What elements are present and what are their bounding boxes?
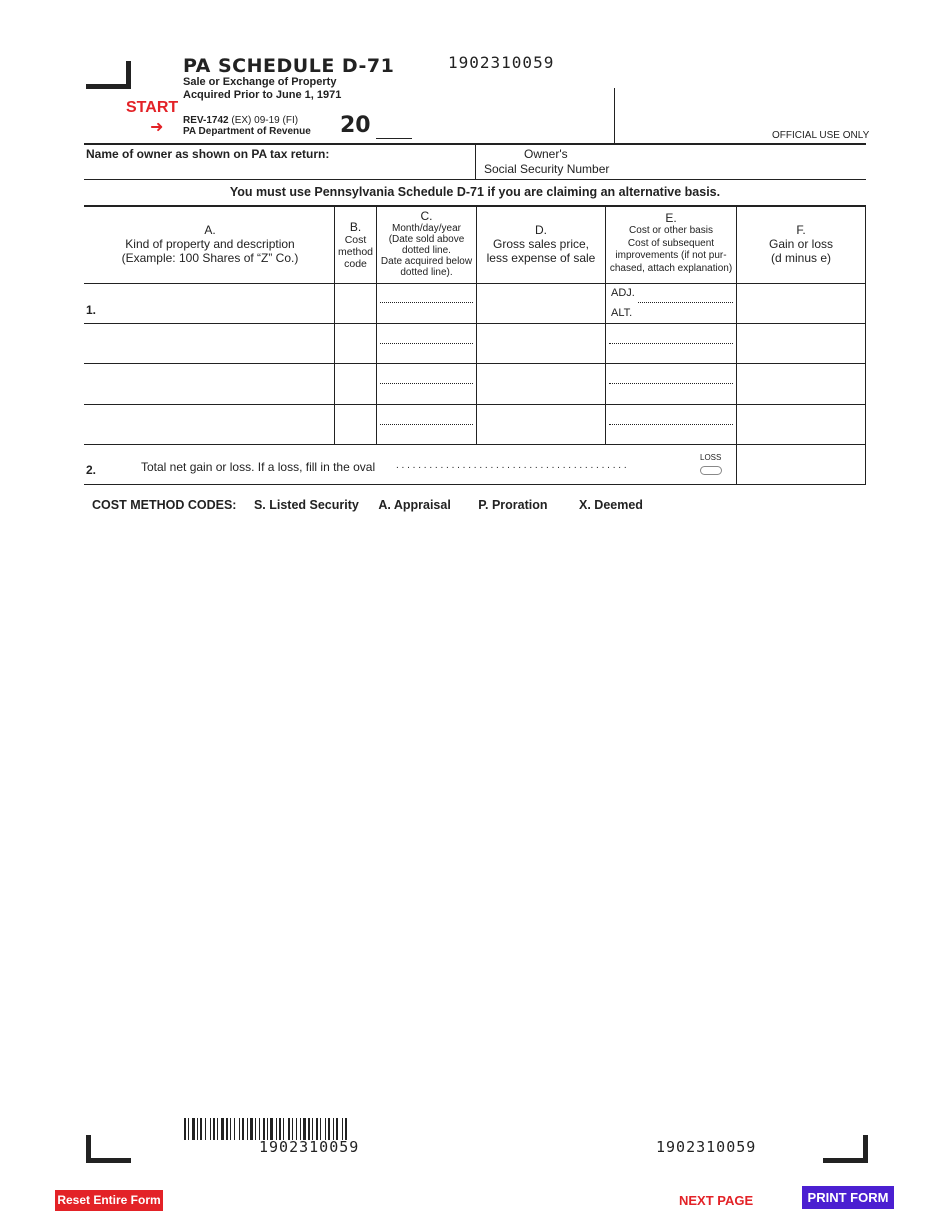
loss-label: LOSS [700,453,722,462]
ssn-input[interactable] [620,160,864,178]
line-1-number: 1. [86,303,97,317]
row-1-bottom-rule [84,323,866,324]
row-2-date-divider [380,343,473,344]
cost-code-a: A. Appraisal [378,498,451,512]
ssn-label-line-1: Owner's [524,147,568,161]
barcode-bar [210,1118,211,1140]
start-arrow-icon: ➜ [150,117,164,136]
barcode-bar [328,1118,330,1140]
column-e-line-4: chased, attach explanation) [609,262,733,274]
row-4-bottom-rule [84,444,866,445]
cost-code-p: P. Proration [478,498,548,512]
column-c-line-4: Date acquired below [380,256,473,267]
column-f-letter: F. [796,223,806,237]
row-3-description-input[interactable] [88,370,334,400]
total-gain-loss-input[interactable] [740,450,866,480]
row-4-date-divider [380,424,473,425]
registration-mark-bottom-left [86,1158,131,1163]
row-1-gain-loss-input[interactable] [740,290,866,320]
barcode-bar [234,1118,235,1140]
column-e-line-1: Cost or other basis [629,225,713,236]
barcode-graphic [184,1118,448,1140]
column-d-letter: D. [535,223,547,237]
registration-mark-bottom-left-v [86,1135,91,1163]
barcode-bar [226,1118,228,1140]
barcode-bar [270,1118,273,1140]
column-a-header [86,223,334,265]
barcode-bar [345,1118,347,1140]
barcode-bar [213,1118,215,1140]
barcode-bar [279,1118,281,1140]
row-4-cost-method-input[interactable] [337,411,377,441]
column-e-line-3: improvements (if not pur- [615,250,727,261]
barcode-bar [333,1118,334,1140]
row-2-cost-method-input[interactable] [337,330,377,360]
start-label: START [126,99,179,116]
form-number-bold: REV-1742 [183,115,229,126]
department-name: PA Department of Revenue [183,126,311,137]
alternative-basis-notice: You must use Pennsylvania Schedule D-71 if you are claiming an alternative basis. [229,185,721,199]
tax-year-input[interactable] [376,120,412,139]
column-e-letter: E. [665,211,677,225]
barcode-bar [200,1118,202,1140]
owner-row-divider [475,144,476,180]
form-subtitle [183,76,341,102]
loss-oval[interactable] [700,466,722,475]
barcode-bar [296,1118,297,1140]
barcode-bar [303,1118,306,1140]
scan-number-top: 1902310059 [448,53,555,72]
official-use-label: OFFICIAL USE ONLY [772,130,870,141]
row-4-description-input[interactable] [88,411,334,441]
tax-year [340,113,371,138]
column-a-line-1: Kind of property and description [125,237,295,251]
subtitle-line-2: Acquired Prior to June 1, 1971 [183,89,342,101]
column-f-header [737,223,865,265]
barcode-bar [221,1118,224,1140]
ssn-label-line-2: Social Security Number [484,162,610,176]
barcode-bar [300,1118,301,1140]
barcode-bar [263,1118,265,1140]
form-number-rest: (EX) 09-19 (FI) [231,115,299,126]
column-b-letter: B. [349,220,362,234]
barcode-bar [325,1118,326,1140]
barcode-bar [312,1118,313,1140]
column-c-line-2: (Date sold above [388,234,465,245]
row-1-description-input[interactable] [100,290,334,320]
column-c-line-5: dotted line). [400,267,453,278]
row-2-description-input[interactable] [88,330,334,360]
row-3-date-divider [380,383,473,384]
column-e-header [606,212,736,275]
barcode-bar [308,1118,310,1140]
barcode-bar [267,1118,268,1140]
row-3-gross-sales-input[interactable] [480,370,606,400]
column-f-line-1: Gain or loss [768,237,834,251]
registration-mark-top-left [86,84,131,89]
barcode-bar [255,1118,256,1140]
barcode-bar [184,1118,186,1140]
subtitle-line-1: Sale or Exchange of Property [183,76,337,88]
cost-codes-label: COST METHOD CODES: [92,498,237,512]
row-1-gross-sales-input[interactable] [480,290,606,320]
column-b-line-1: Cost [344,234,367,246]
total-leader-dots: . . . . . . . . . . . . . . . . . . . . . . . . . . . . . . . . . . . . . . . . . . [396,460,627,471]
barcode-bar [192,1118,195,1140]
barcode-bar [336,1118,338,1140]
column-d-line-2: less expense of sale [486,251,596,265]
barcode-bar [242,1118,244,1140]
row-3-basis-divider [609,383,733,384]
row-3-gain-loss-input[interactable] [740,370,866,400]
column-a-line-2: (Example: 100 Shares of “Z” Co.) [121,251,299,265]
row-1-cost-method-input[interactable] [337,290,377,320]
barcode-bar [239,1118,240,1140]
next-page-link[interactable]: NEXT PAGE [679,1193,754,1208]
owner-name-label: Name of owner as shown on PA tax return: [86,147,330,161]
column-c-line-3: dotted line. [402,245,451,256]
barcode-bar [276,1118,277,1140]
alt-label: ALT. [611,307,633,319]
ssn-label [484,147,609,177]
row-2-basis-divider [609,343,733,344]
column-f-line-2: (d minus e) [770,251,832,265]
registration-mark-bottom-right [823,1158,868,1163]
form-title: PA SCHEDULE D-71 [183,55,395,77]
barcode-bar [288,1118,290,1140]
row-2-bottom-rule [84,363,866,364]
barcode-bar [259,1118,260,1140]
reset-form-button[interactable]: Reset Entire Form [55,1190,163,1211]
barcode-bar [217,1118,218,1140]
barcode-bar [247,1118,248,1140]
cost-method-codes [92,498,643,512]
row-3-bottom-rule [84,404,866,405]
row-2-gain-loss-input[interactable] [740,330,866,360]
row-4-gross-sales-input[interactable] [480,411,606,441]
barcode-bar [197,1118,198,1140]
barcode-bar [342,1118,343,1140]
owner-row-bottom-rule [84,179,866,180]
official-use-divider [614,88,615,144]
barcode-bar [188,1118,189,1140]
cost-code-s: S. Listed Security [253,498,359,512]
column-b-line-3: code [344,258,367,270]
barcode-bar [283,1118,284,1140]
registration-mark-top-left-v [126,61,131,89]
scan-number-bottom-right: 1902310059 [656,1138,757,1156]
column-b-header [335,220,376,270]
print-form-button[interactable]: PRINT FORM [802,1186,894,1209]
barcode-bar [316,1118,318,1140]
row-1-basis-divider [638,302,733,303]
column-d-line-1: Gross sales price, [492,237,590,251]
column-c-letter: C. [420,209,433,223]
barcode-bar [292,1118,293,1140]
column-c-header [377,210,476,278]
tax-year-prefix: 20 [340,113,371,138]
table-header-bottom-rule [84,283,866,284]
row-1-date-divider [380,302,473,303]
line-2-number: 2. [86,463,97,477]
total-net-gain-label: Total net gain or loss. If a loss, fill in the oval [141,460,376,474]
registration-mark-bottom-right-v [863,1135,868,1163]
row-3-cost-method-input[interactable] [337,370,377,400]
adj-label: ADJ. [611,287,635,299]
column-a-letter: A. [204,223,216,237]
barcode-bar [320,1118,321,1140]
column-d-header [477,223,605,265]
owner-name-input[interactable] [86,162,470,180]
cost-code-x: X. Deemed [579,498,643,512]
row-4-basis-divider [609,424,733,425]
barcode-bar [205,1118,206,1140]
barcode-bar [250,1118,253,1140]
row-4-gain-loss-input[interactable] [740,411,866,441]
column-e-line-2: Cost of subsequent [627,237,715,249]
barcode-number: 1902310059 [259,1138,360,1156]
barcode-bar [230,1118,231,1140]
column-c-line-1: Month/day/year [392,223,461,234]
table-top-rule [84,205,866,207]
table-bottom-rule [84,484,866,485]
column-b-line-2: method [337,246,374,258]
row-2-gross-sales-input[interactable] [480,330,606,360]
